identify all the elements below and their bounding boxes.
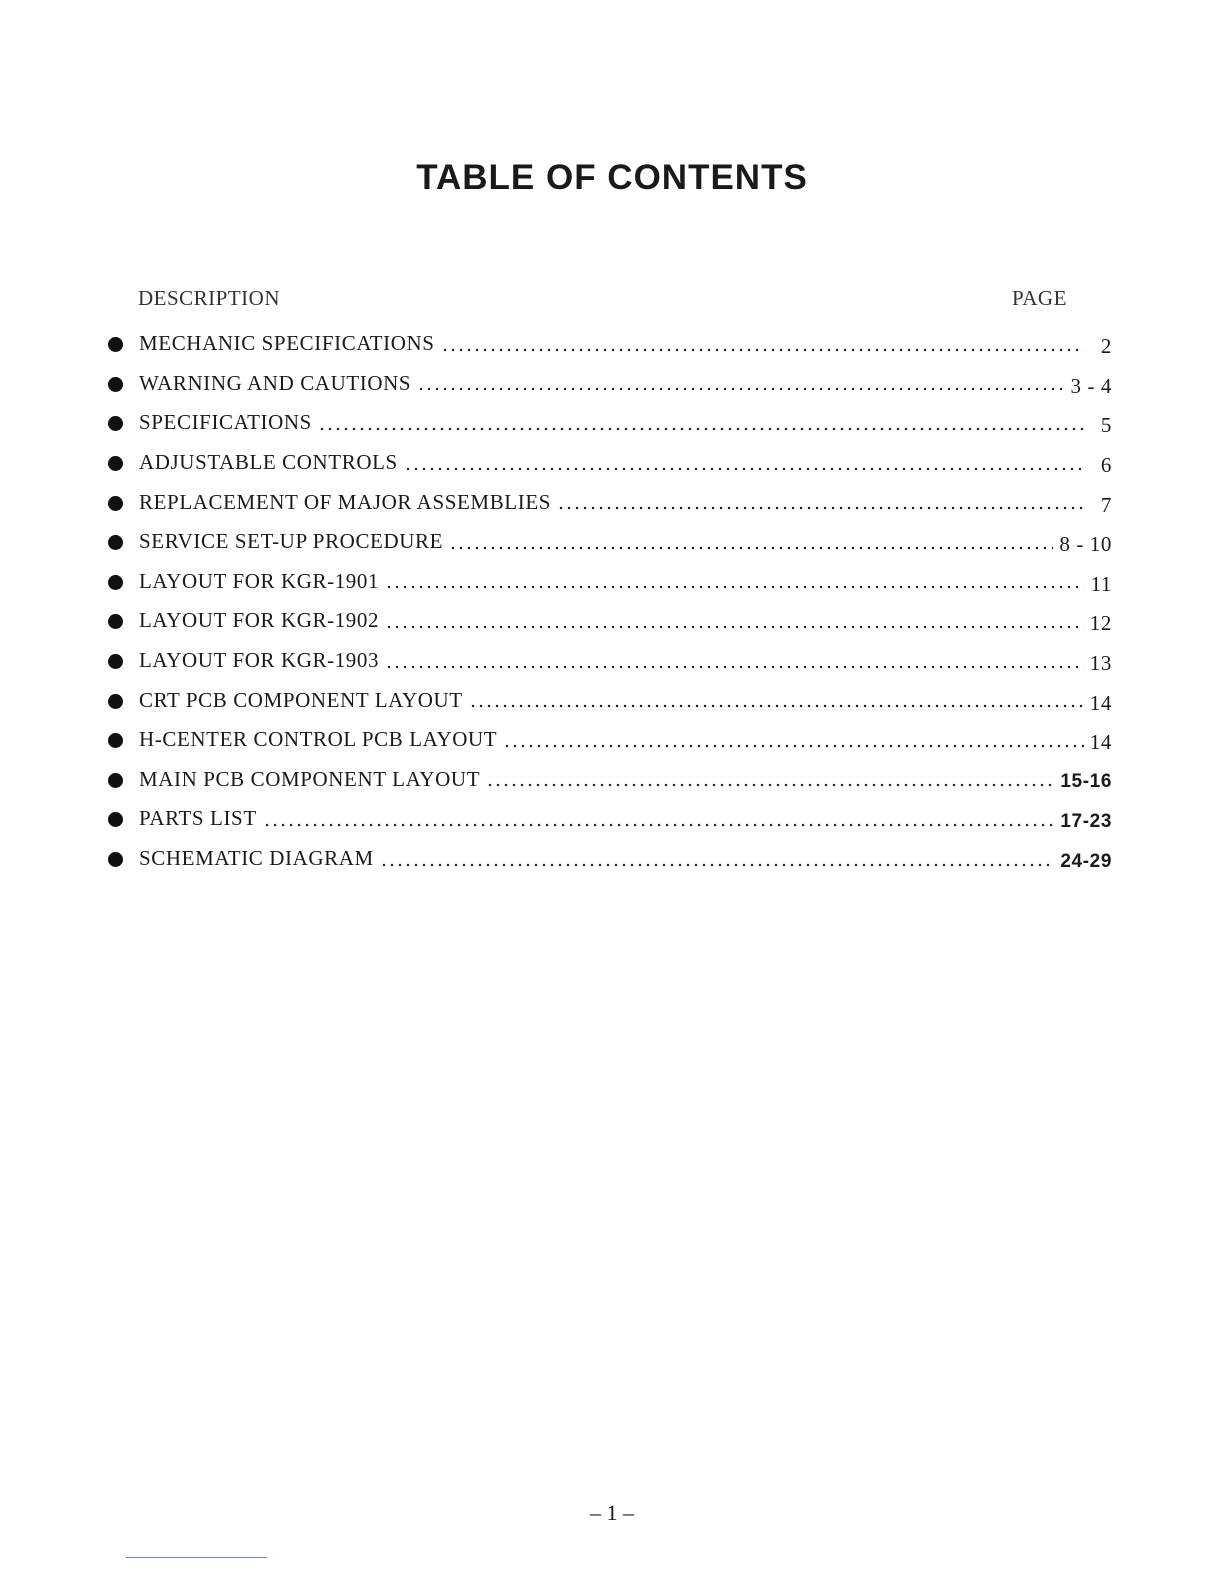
toc-entry-page: 17-23 xyxy=(1060,810,1112,832)
toc-entry-label: SERVICE SET-UP PROCEDURE xyxy=(139,529,444,554)
toc-entry-label: CRT PCB COMPONENT LAYOUT xyxy=(139,687,463,712)
toc-entry xyxy=(108,680,1112,720)
bullet-icon xyxy=(108,694,123,709)
toc-entry xyxy=(108,760,1112,800)
dot-leader xyxy=(385,625,1084,629)
toc-entry-page: 12 xyxy=(1089,611,1112,636)
dot-leader xyxy=(441,348,1084,352)
bullet-icon xyxy=(108,377,123,392)
dot-leader xyxy=(417,387,1064,391)
dot-leader xyxy=(263,823,1055,827)
bullet-icon xyxy=(108,337,123,352)
bullet-icon xyxy=(108,456,123,471)
page-number: – 1 – xyxy=(590,1500,634,1525)
toc-entry xyxy=(108,403,1112,443)
toc-entry-page: 8 - 10 xyxy=(1059,532,1112,557)
bullet-icon xyxy=(108,535,123,550)
toc-entry-page: 3 - 4 xyxy=(1070,373,1112,398)
toc-entry-label: REPLACEMENT OF MAJOR ASSEMBLIES xyxy=(139,489,552,514)
toc-entry-label: WARNING AND CAUTIONS xyxy=(139,370,412,395)
bullet-icon xyxy=(108,733,123,748)
dot-leader xyxy=(503,744,1084,748)
dot-leader xyxy=(318,427,1084,431)
toc-entry-page: 14 xyxy=(1089,690,1112,715)
bullet-icon xyxy=(108,575,123,590)
toc-entry-page: 2 xyxy=(1100,334,1112,359)
dot-leader xyxy=(557,506,1084,510)
page-title: TABLE OF CONTENTS xyxy=(416,158,808,197)
description-column-header: DESCRIPTION xyxy=(138,286,281,310)
toc-entry-label: ADJUSTABLE CONTROLS xyxy=(139,450,398,475)
toc-entry xyxy=(108,601,1112,641)
bullet-icon xyxy=(108,496,123,511)
dot-leader xyxy=(486,783,1054,787)
toc-entry-label: MECHANIC SPECIFICATIONS xyxy=(139,331,435,356)
toc-entry-page: 5 xyxy=(1100,413,1112,438)
toc-entry-label: MAIN PCB COMPONENT LAYOUT xyxy=(139,766,481,791)
toc-entry xyxy=(108,443,1112,483)
toc-list xyxy=(108,324,1112,878)
toc-entry-page: 24-29 xyxy=(1060,850,1112,872)
toc-entry-label: H-CENTER CONTROL PCB LAYOUT xyxy=(139,727,498,752)
bullet-icon xyxy=(108,812,123,827)
toc-entry-label: LAYOUT FOR KGR-1903 xyxy=(139,648,380,673)
toc-entry xyxy=(108,562,1112,602)
toc-entry-page: 14 xyxy=(1089,730,1112,755)
bullet-icon xyxy=(108,654,123,669)
bullet-icon xyxy=(108,773,123,788)
toc-entry-label: LAYOUT FOR KGR-1902 xyxy=(139,608,380,633)
bullet-icon xyxy=(108,852,123,867)
bullet-icon xyxy=(108,416,123,431)
toc-entry xyxy=(108,482,1112,522)
toc-entry xyxy=(108,641,1112,681)
toc-entry-label: SCHEMATIC DIAGRAM xyxy=(139,846,374,871)
dot-leader xyxy=(380,863,1055,867)
dot-leader xyxy=(469,704,1084,708)
toc-entry-label: LAYOUT FOR KGR-1901 xyxy=(139,568,380,593)
dot-leader xyxy=(385,585,1084,589)
toc-entry-page: 13 xyxy=(1089,651,1112,676)
toc-entry-label: SPECIFICATIONS xyxy=(139,410,312,435)
toc-entry-page: 7 xyxy=(1100,492,1112,517)
toc-entry xyxy=(108,364,1112,404)
bullet-icon xyxy=(108,614,123,629)
toc-entry-page: 11 xyxy=(1090,571,1112,596)
toc-entry xyxy=(108,522,1112,562)
dot-leader xyxy=(385,665,1084,669)
toc-entry xyxy=(108,324,1112,364)
dot-leader xyxy=(449,546,1053,550)
toc-entry-page: 6 xyxy=(1100,453,1112,478)
scan-artifact-line xyxy=(126,1557,267,1558)
toc-entry-page: 15-16 xyxy=(1060,771,1112,793)
dot-leader xyxy=(404,467,1084,471)
page-column-header: PAGE xyxy=(1012,286,1067,310)
toc-entry xyxy=(108,799,1112,839)
toc-entry xyxy=(108,720,1112,760)
toc-entry-label: PARTS LIST xyxy=(139,806,257,831)
toc-entry xyxy=(108,839,1112,879)
